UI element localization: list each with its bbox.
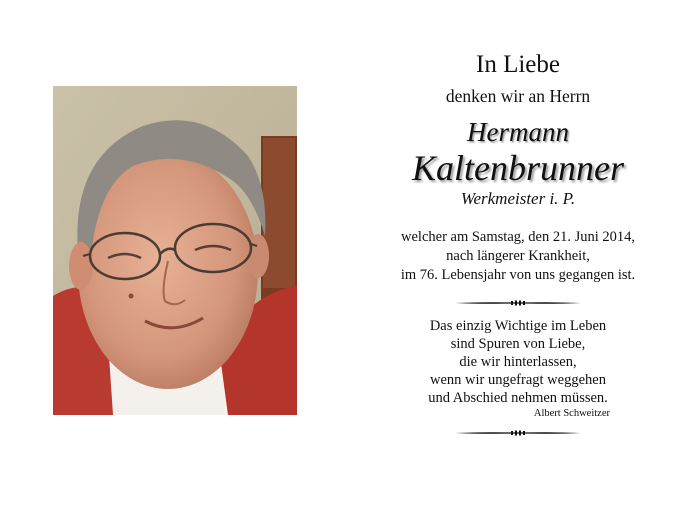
portrait-photo	[53, 86, 297, 415]
death-notice	[382, 228, 654, 285]
death-notice-line: nach längerer Krankheit,	[446, 248, 590, 264]
quote-line: die wir hinterlassen,	[459, 354, 577, 370]
quote-author: Albert Schweitzer	[533, 408, 610, 419]
deceased-last-name: Kaltenbrunner	[412, 148, 624, 188]
deceased-first-name: Hermann	[467, 117, 569, 147]
death-notice-line: im 76. Lebensjahr von uns gegangen ist.	[400, 267, 636, 283]
obituary-text	[382, 48, 654, 436]
ornamental-divider-icon	[455, 300, 581, 306]
quote	[382, 317, 654, 420]
death-notice-line: welcher am Samstag, den 21. Juni 2014,	[401, 229, 635, 245]
quote-line: wenn wir ungefragt weggehen	[430, 372, 606, 388]
heading-remember: denken wir an Herrn	[445, 86, 591, 106]
ornamental-divider-icon	[455, 430, 581, 436]
quote-line: und Abschied nehmen müssen.	[428, 390, 608, 406]
quote-line: sind Spuren von Liebe,	[450, 336, 586, 352]
deceased-title: Werkmeister i. P.	[460, 189, 576, 208]
quote-line: Das einzig Wichtige im Leben	[429, 318, 607, 334]
heading-in-love: In Liebe	[476, 51, 560, 78]
